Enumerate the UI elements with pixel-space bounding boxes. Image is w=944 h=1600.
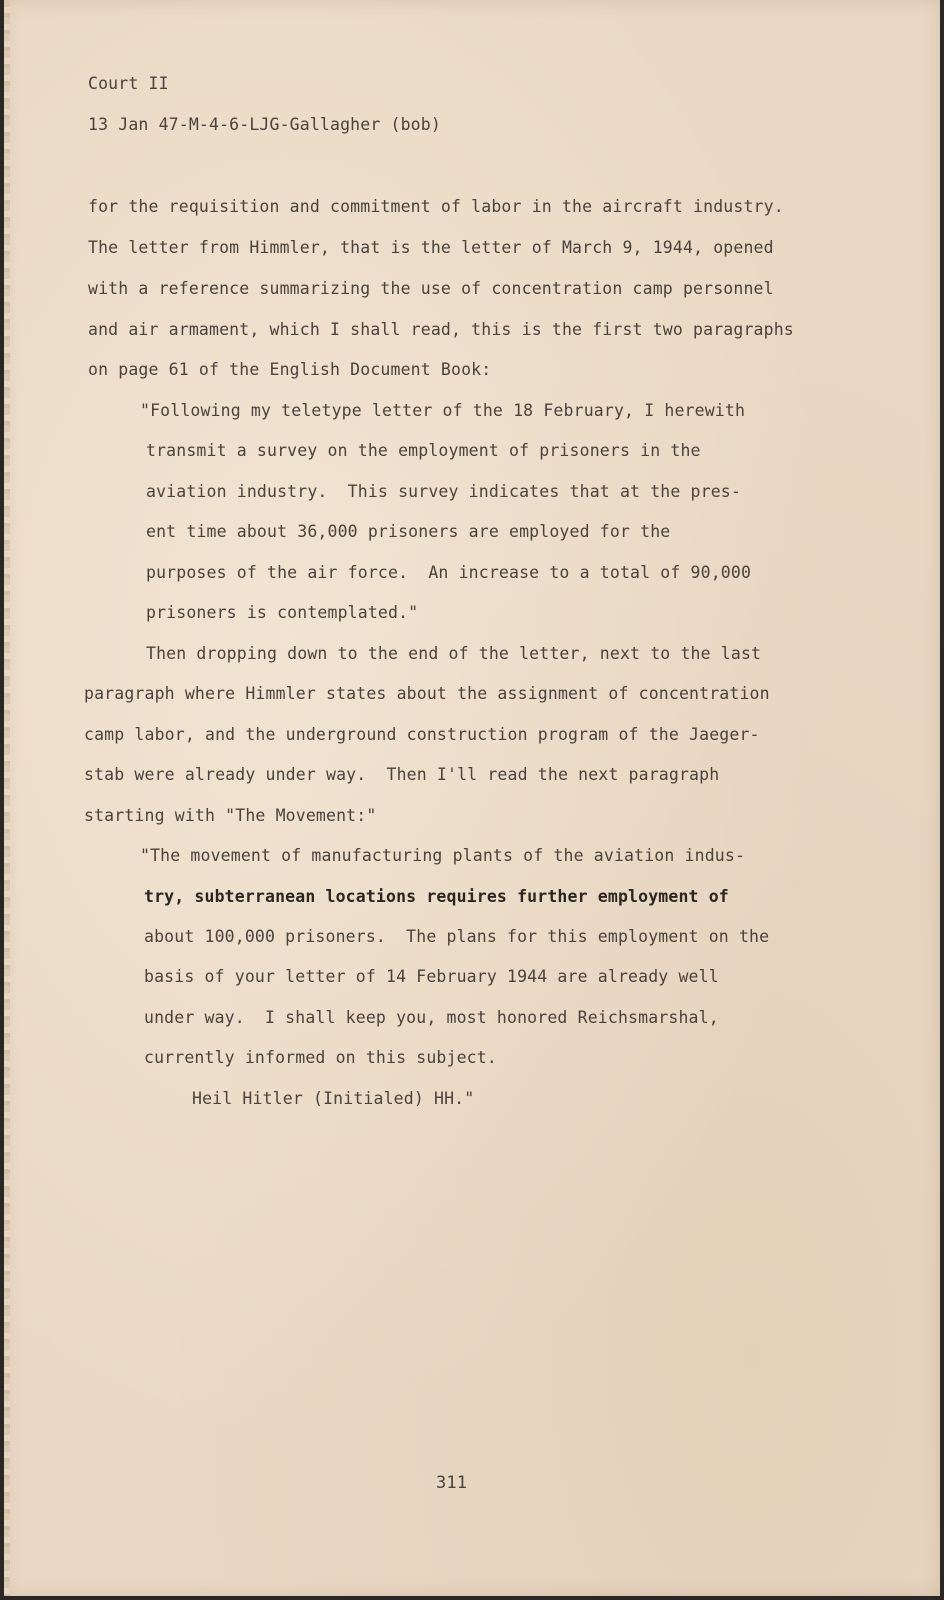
quote-line: "Following my teletype letter of the 18 February, I herewith	[140, 401, 746, 420]
text-line: on page 61 of the English Document Book:	[88, 360, 492, 379]
text-line: stab were already under way. Then I'll read the next paragraph	[84, 765, 720, 784]
quote-line-bold: try, subterranean locations requires further employment of	[144, 887, 729, 906]
page-number: 311	[436, 1473, 468, 1493]
text-line: starting with "The Movement:"	[84, 806, 377, 825]
text-line: and air armament, which I shall read, this is the first two paragraphs	[88, 320, 794, 339]
text-line: with a reference summarizing the use of concentration camp personnel	[88, 279, 774, 298]
session-line: 13 Jan 47-M-4-6-LJG-Gallagher (bob)	[88, 115, 441, 134]
text-line: for the requisition and commitment of labor in the aircraft industry.	[88, 197, 784, 216]
text-line: The letter from Himmler, that is the letter of March 9, 1944, opened	[88, 238, 774, 257]
text-line: paragraph where Himmler states about the assignment of concentration	[84, 684, 770, 703]
text-line: Then dropping down to the end of the letter, next to the last	[146, 644, 762, 663]
quote-line: aviation industry. This survey indicates that at the pres-	[146, 482, 741, 501]
text-line: camp labor, and the underground construction program of the Jaeger-	[84, 725, 760, 744]
court-label: Court II	[88, 74, 169, 93]
quote-line: under way. I shall keep you, most honored Reichsmarshal,	[144, 1008, 719, 1027]
quote-line: prisoners is contemplated."	[146, 603, 419, 622]
quote-line: transmit a survey on the employment of prisoners in the	[146, 441, 701, 460]
quote-line: about 100,000 prisoners. The plans for this employment on the	[144, 927, 770, 946]
document-page	[4, 0, 940, 1596]
quote-line: "The movement of manufacturing plants of the aviation indus-	[140, 846, 746, 865]
quote-line: basis of your letter of 14 February 1944 are already well	[144, 967, 719, 986]
quote-line: ent time about 36,000 prisoners are employed for the	[146, 522, 671, 541]
quote-line: currently informed on this subject.	[144, 1048, 497, 1067]
signoff-line: Heil Hitler (Initialed) HH."	[192, 1089, 475, 1108]
quote-line: purposes of the air force. An increase to a total of 90,000	[146, 563, 752, 582]
